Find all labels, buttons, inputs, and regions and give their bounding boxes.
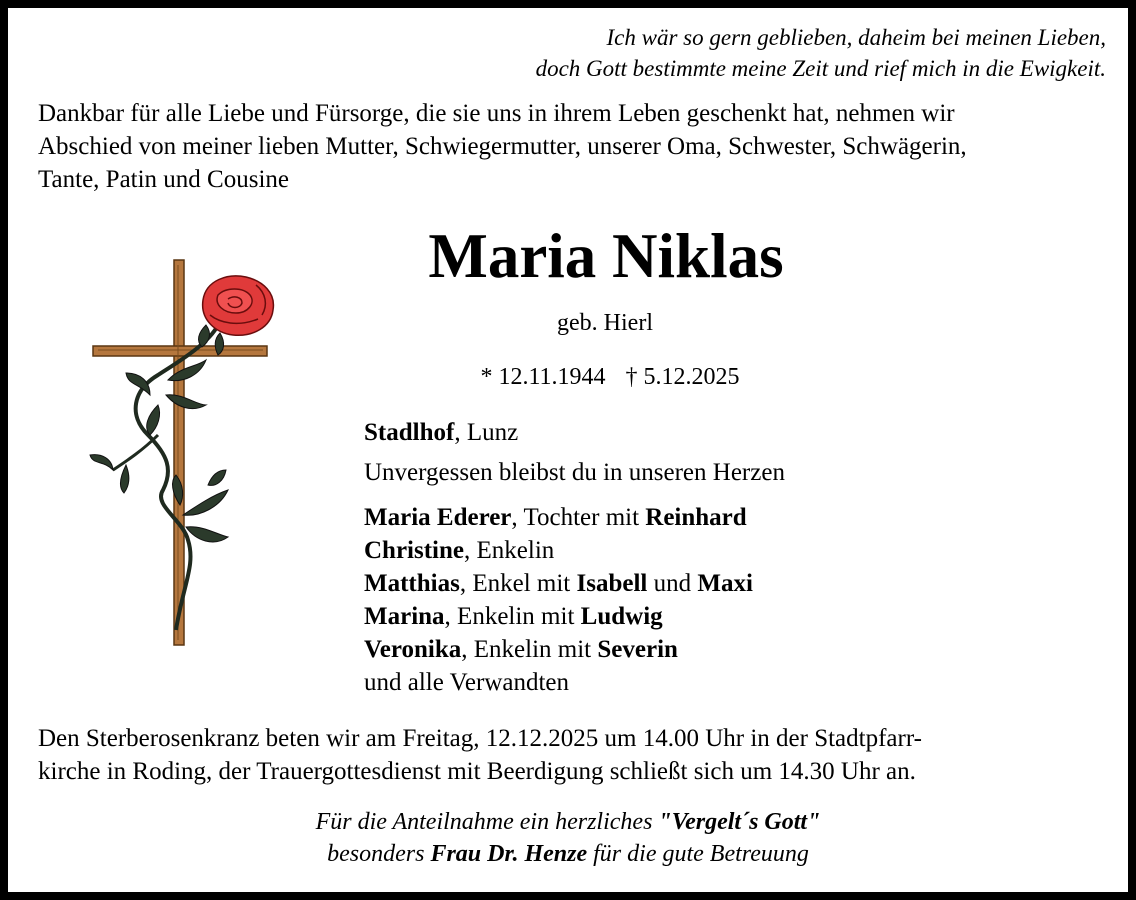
mourner-relation: , Enkel mit — [459, 570, 577, 597]
mourner-name: Maria Ederer — [364, 504, 512, 531]
intro-line-1: Dankbar für alle Liebe und Fürsorge, die sie uns in ihrem Leben geschenkt hat, nehmen wir — [38, 100, 955, 127]
mourner-name: Veronika — [364, 636, 462, 663]
life-dates — [420, 362, 800, 392]
mourner-partner: Isabell — [576, 570, 648, 597]
thanks-doctor: Frau Dr. Henze — [430, 841, 588, 867]
residence-main: Stadlhof — [364, 419, 455, 446]
thanks-text: Für die Anteilnahme ein herzliches — [315, 809, 659, 835]
mourner-partner: Ludwig — [580, 603, 663, 630]
poem-line-2: doch Gott bestimmte meine Zeit und rief mich in die Ewigkeit. — [535, 56, 1106, 81]
service-line-1: Den Sterberosenkranz beten wir am Freitag, 12.12.2025 um 14.00 Uhr in der Stadtpfarr- — [38, 725, 922, 752]
motto: Unvergessen bleibst du in unseren Herzen — [364, 459, 785, 486]
thanks-line-2 — [168, 838, 968, 870]
intro-text — [38, 97, 1108, 196]
service-info — [38, 722, 1108, 788]
mourner-relation: , Tochter mit — [511, 504, 646, 531]
mourners-list — [364, 501, 753, 699]
mourner-row — [364, 600, 753, 633]
service-line-2: kirche in Roding, der Trauergottesdienst mit Beerdigung schließt sich um 14.30 Uhr an. — [38, 758, 916, 785]
mourner-relation: , Enkelin mit — [461, 636, 598, 663]
maiden-name: geb. Hierl — [557, 310, 653, 336]
deceased-name: Maria Niklas — [428, 221, 784, 291]
mourner-name: Christine — [364, 537, 464, 564]
residence — [364, 416, 518, 449]
mourner-relation: , Enkelin — [464, 537, 555, 564]
birth-date: * 12.11.1944 — [480, 364, 606, 390]
intro-line-3: Tante, Patin und Cousine — [38, 166, 290, 193]
mourner-row: und alle Verwandten — [364, 669, 570, 696]
thanks-text: für die gute Betreuung — [587, 841, 809, 867]
thanks-text: besonders — [327, 841, 431, 867]
mourner-row — [364, 633, 753, 666]
mourner-partner: Severin — [597, 636, 678, 663]
mourner-conjunction: und — [647, 570, 698, 597]
mourner-partner: Reinhard — [645, 504, 747, 531]
mourner-name: Marina — [364, 603, 445, 630]
death-date: † 5.12.2025 — [625, 364, 740, 390]
mourner-row — [364, 501, 753, 534]
mourner-row — [364, 534, 753, 567]
mourner-relation: , Enkelin mit — [444, 603, 581, 630]
cross-with-rose-icon — [88, 255, 278, 650]
intro-line-2: Abschied von meiner lieben Mutter, Schwiegermutter, unserer Oma, Schwester, Schwägerin, — [38, 133, 967, 160]
thanks-vergelts-gott: "Vergelt´s Gott" — [658, 809, 821, 835]
poem — [306, 22, 1106, 84]
mourner-row — [364, 567, 753, 600]
thanks-note — [168, 806, 968, 870]
poem-line-1: Ich wär so gern geblieben, daheim bei meinen Lieben, — [606, 25, 1106, 50]
mourner-name: Matthias — [364, 570, 460, 597]
residence-rest: , Lunz — [454, 419, 519, 446]
thanks-line-1 — [168, 806, 968, 838]
mourner-partner: Maxi — [697, 570, 753, 597]
